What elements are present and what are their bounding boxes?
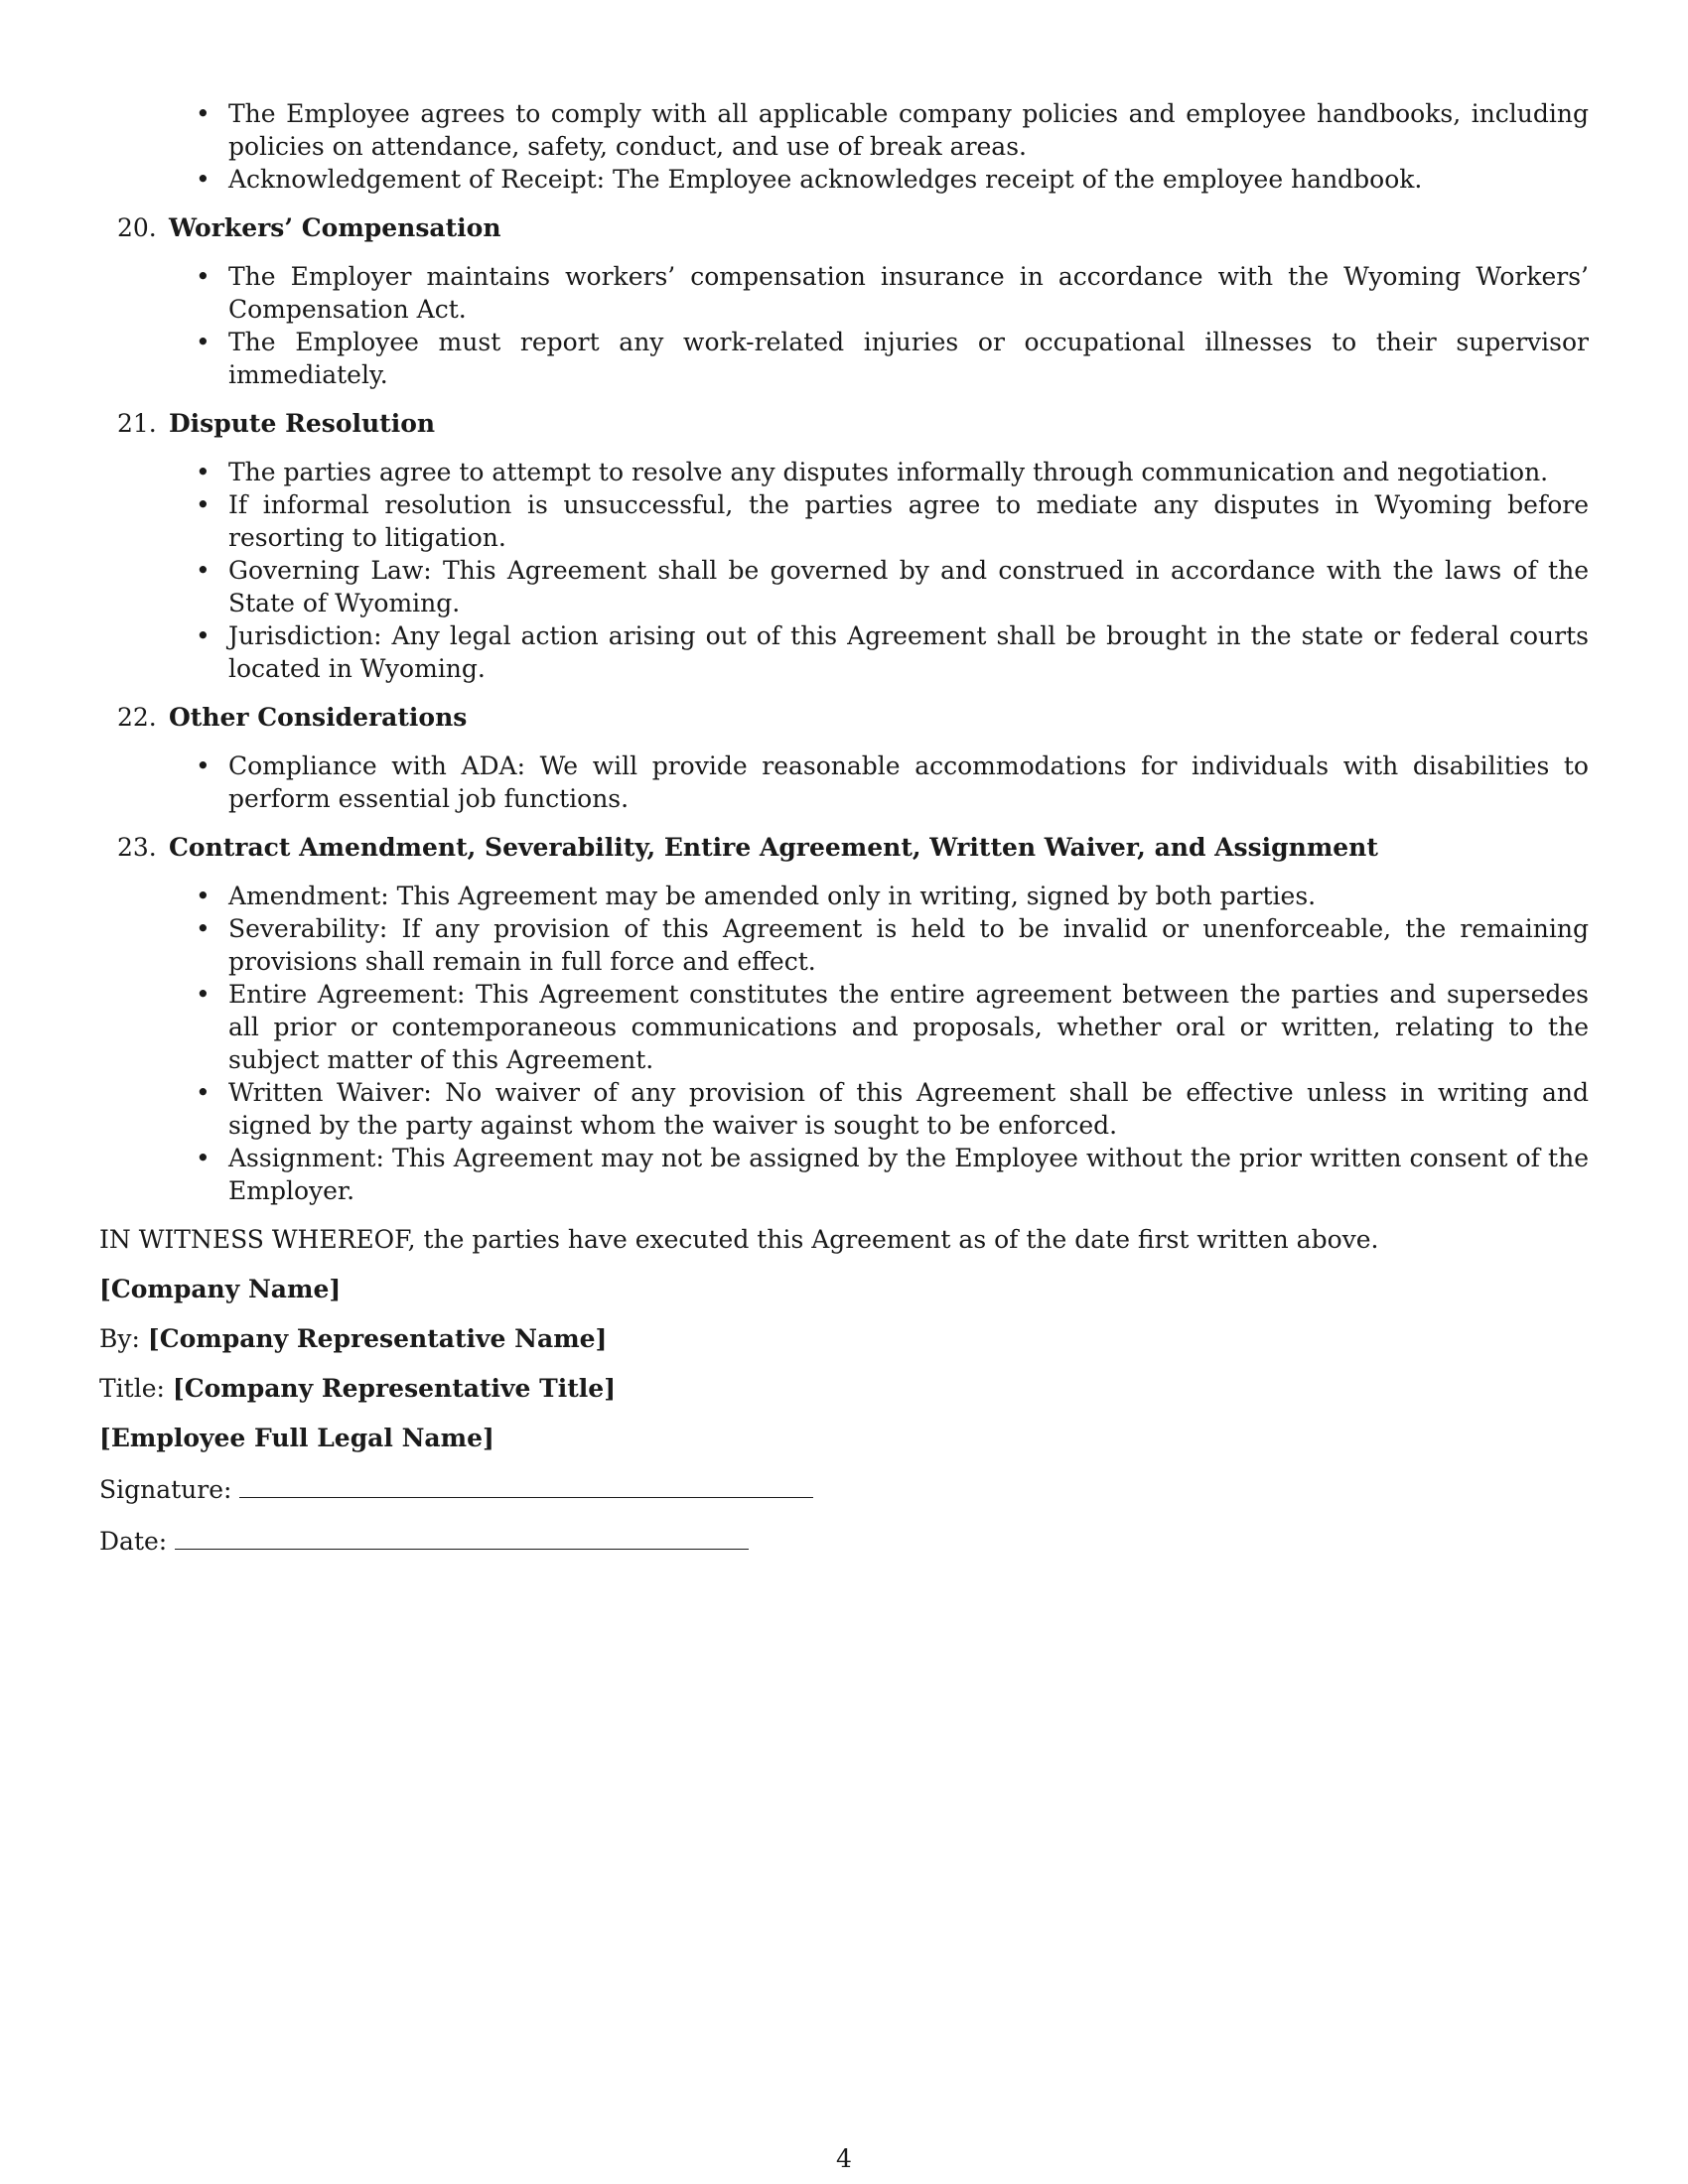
title-label: Title:: [99, 1374, 165, 1403]
section-workers-compensation: [99, 211, 1589, 391]
section-heading: [99, 211, 1589, 244]
list-item: • Written Waiver: No waiver of any provision of this Agreement shall be effective unless in writing and signed by the party against whom the waiver is sought to be enforced.: [99, 1076, 1589, 1142]
by-label: By:: [99, 1324, 140, 1353]
document-page: [99, 97, 1589, 1558]
representative-name: [Company Representative Name]: [147, 1324, 608, 1353]
section-contract-amendment: [99, 831, 1589, 1207]
list-item: • Severability: If any provision of this Agreement is held to be invalid or unenforceable, the remaining provisions shall remain in full force and effect.: [99, 912, 1589, 978]
list-item: • The Employer maintains workers’ compensation insurance in accordance with the Wyoming Workers’ Compensation Act.: [99, 260, 1589, 326]
section-heading: [99, 407, 1589, 440]
witness-statement: IN WITNESS WHEREOF, the parties have executed this Agreement as of the date first written above.: [99, 1225, 1379, 1254]
section-number: 22.: [117, 703, 157, 732]
representative-title-line: [99, 1372, 1589, 1405]
company-name: [Company Name]: [99, 1275, 342, 1303]
section-title: Dispute Resolution: [169, 409, 436, 438]
list-item: • The Employee agrees to comply with all applicable company policies and employee handbooks, including policies on attendance, safety, conduct, and use of break areas.: [99, 97, 1589, 163]
section-other-considerations: [99, 701, 1589, 815]
list-item: • Assignment: This Agreement may not be assigned by the Employee without the prior written consent of the Employer.: [99, 1142, 1589, 1207]
section-title: Contract Amendment, Severability, Entire Agreement, Written Waiver, and Assignment: [169, 833, 1378, 862]
list-item: • Acknowledgement of Receipt: The Employee acknowledges receipt of the employee handbook.: [99, 163, 1589, 196]
list-item: • The parties agree to attempt to resolve any disputes informally through communication and negotiation.: [99, 456, 1589, 488]
list-item: • If informal resolution is unsuccessful, the parties agree to mediate any disputes in Wyoming before resorting to litigation.: [99, 488, 1589, 554]
signature-label: Signature:: [99, 1475, 232, 1504]
section-heading: [99, 701, 1589, 734]
section-number: 21.: [117, 409, 157, 438]
company-representative-line: [99, 1322, 1589, 1355]
list-item: • Entire Agreement: This Agreement constitutes the entire agreement between the parties and supersedes all prior or contemporaneous communications and proposals, whether oral or written, relating to the subject matter of this Agreement.: [99, 978, 1589, 1076]
list-item: • Amendment: This Agreement may be amended only in writing, signed by both parties.: [99, 880, 1589, 912]
section-number: 20.: [117, 213, 157, 242]
section-title: Other Considerations: [169, 703, 468, 732]
section-number: 23.: [117, 833, 157, 862]
section-heading: [99, 831, 1589, 864]
representative-title: [Company Representative Title]: [172, 1374, 617, 1403]
list-item: • Governing Law: This Agreement shall be governed by and construed in accordance with the laws of the State of Wyoming.: [99, 554, 1589, 619]
page-number: 4: [836, 2144, 852, 2173]
section-title: Workers’ Compensation: [169, 213, 501, 242]
date-blank: [175, 1523, 749, 1550]
signature-line: [99, 1471, 1589, 1506]
date-label: Date:: [99, 1527, 168, 1556]
signature-blank: [239, 1471, 813, 1498]
employee-name: [Employee Full Legal Name]: [99, 1424, 494, 1452]
list-item: • Jurisdiction: Any legal action arising out of this Agreement shall be brought in the state or federal courts located in Wyoming.: [99, 619, 1589, 685]
list-item: • Compliance with ADA: We will provide reasonable accommodations for individuals with disabilities to perform essential job functions.: [99, 750, 1589, 815]
intro-bullets: [99, 97, 1589, 196]
list-item: • The Employee must report any work-related injuries or occupational illnesses to their supervisor immediately.: [99, 326, 1589, 391]
section-dispute-resolution: [99, 407, 1589, 685]
date-line: [99, 1523, 1589, 1558]
